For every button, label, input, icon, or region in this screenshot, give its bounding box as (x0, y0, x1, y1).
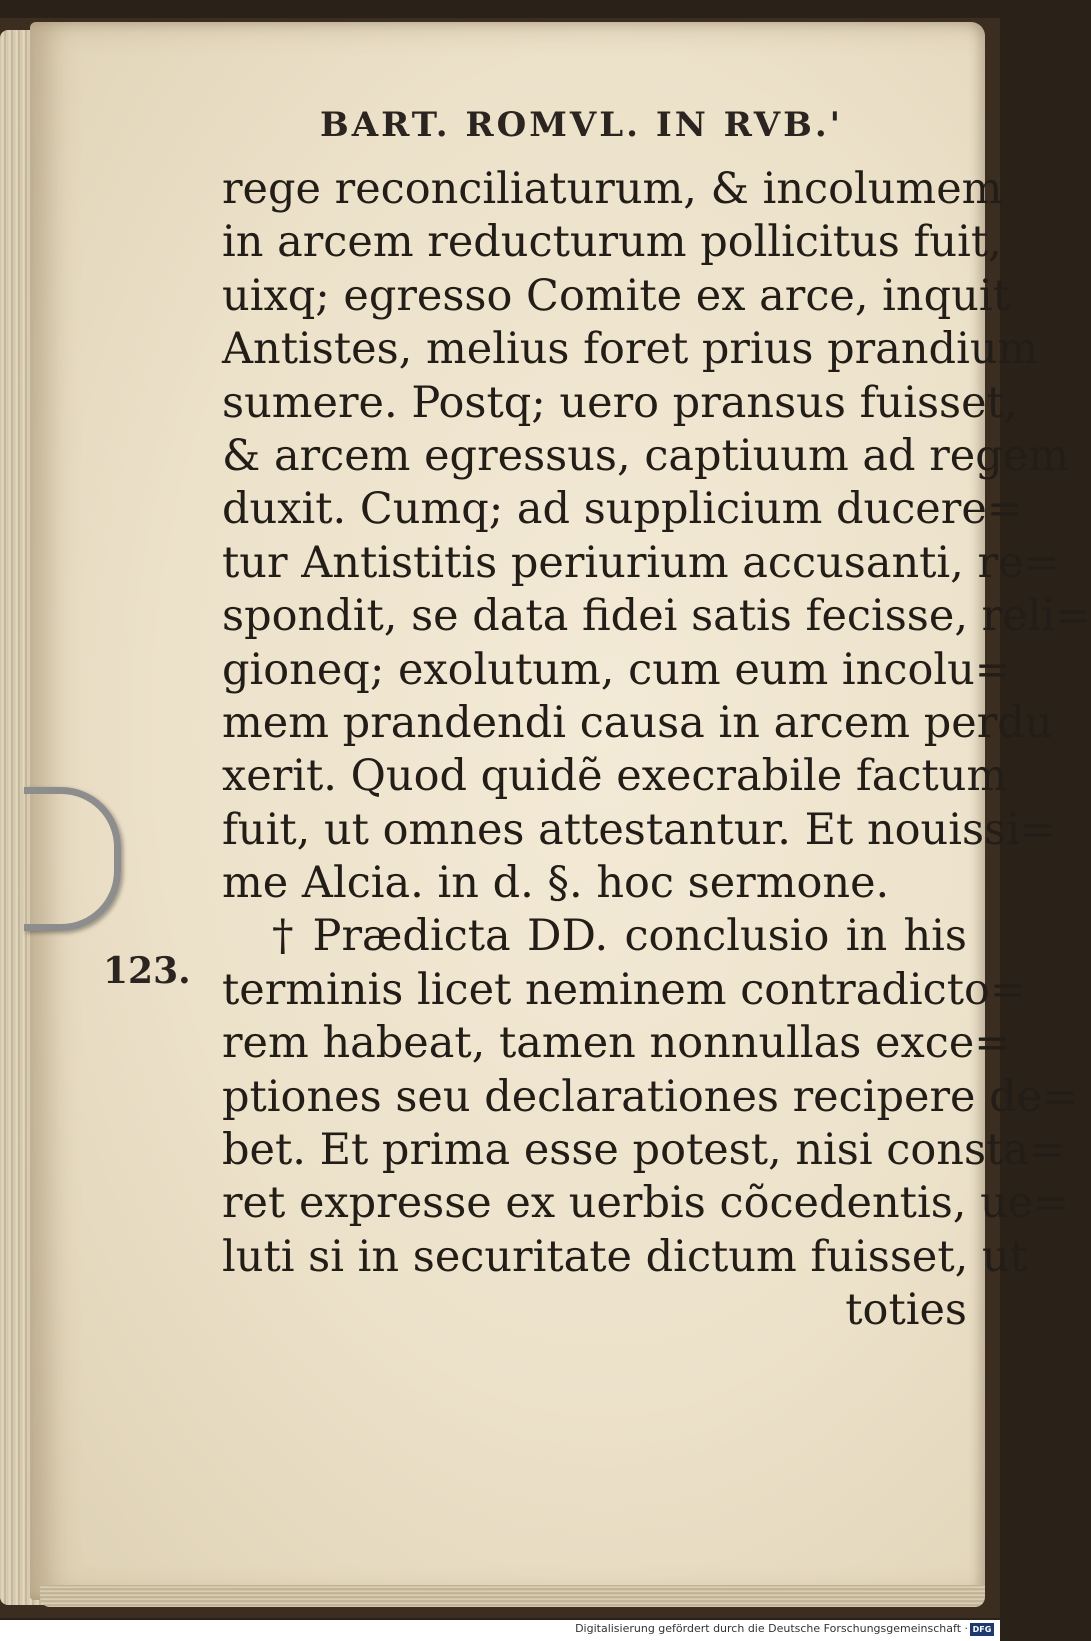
text-line: & arcem egressus, captiuum ad regem (222, 430, 1070, 481)
text-line: Antistes, melius foret prius prandium (222, 324, 1039, 375)
text-line: ret expresse ex uerbis cõcedentis, ue= (222, 1178, 1070, 1229)
text-line: ptiones seu declarationes recipere de= (222, 1071, 1079, 1122)
funding-credit: Digitalisierung gefördert durch die Deutsche Forschungsgemeinschaft · (575, 1622, 968, 1635)
page-bottom-edge (40, 1585, 985, 1607)
margin-number: 123. (103, 950, 191, 992)
text-line: † Prædicta DD. conclusio in his (272, 911, 967, 962)
paper-clip (24, 787, 121, 931)
dfg-logo: DFG (970, 1623, 994, 1636)
text-line: luti si in securitate dictum fuisset, ut (222, 1231, 1027, 1282)
text-line: in arcem reducturum pollicitus fuit, (222, 217, 1002, 268)
text-line: mem prandendi causa in arcem perdu (222, 697, 1053, 748)
text-line: me Alcia. in d. §. hoc sermone. (222, 858, 890, 909)
text-line: bet. Et prima esse potest, nisi consta= (222, 1125, 1065, 1176)
text-line: rege reconciliaturum, & incolumem (222, 164, 1003, 214)
text-line: duxit. Cumq; ad supplicium ducere= (222, 484, 1023, 535)
text-line: uixq; egresso Comite ex arce, inquit (222, 270, 1010, 321)
text-line: sumere. Postq; uero pransus fuisset, (222, 377, 1018, 428)
text-line: tur Antistitis periurium accusanti, re= (222, 537, 1060, 588)
text-line: xerit. Quod quidẽ execrabile factum (222, 751, 1008, 802)
text-line: gioneq; exolutum, cum eum incolu= (222, 644, 1011, 695)
text-line: fuit, ut omnes attestantur. Et nouissi= (222, 804, 1056, 855)
text-line: rem habeat, tamen nonnullas exce= (222, 1018, 1011, 1069)
text-line: terminis licet neminem contradicto= (222, 964, 1026, 1015)
catchword: toties (845, 1285, 967, 1336)
text-line: spondit, se data fidei satis fecisse, reli= (222, 591, 1091, 642)
body-text (222, 163, 1091, 1338)
running-head: BART. ROMVL. IN RVB.' (320, 105, 844, 145)
